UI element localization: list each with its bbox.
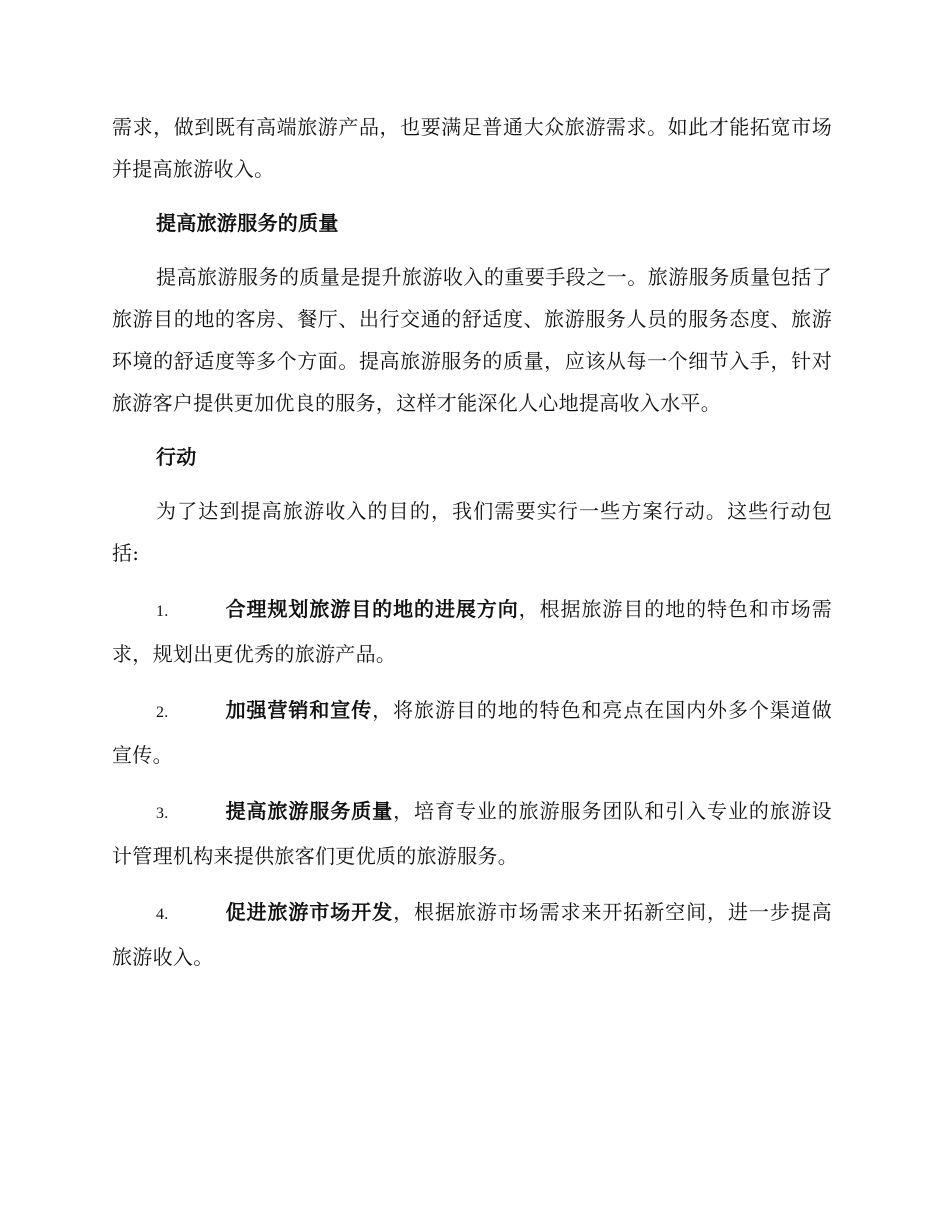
section-heading-action: 行动 [156, 445, 197, 469]
list-item [112, 588, 832, 675]
list-item [112, 790, 832, 877]
intro-paragraph: 需求，做到既有高端旅游产品，也要满足普通大众旅游需求。如此才能拓宽市场并提高旅游收入。 [112, 115, 832, 181]
list-item-title: 促进旅游市场开发 [225, 900, 394, 924]
service-quality-paragraph: 提高旅游服务的质量是提升旅游收入的重要手段之一。旅游服务质量包括了旅游目的地的客房、餐厅、出行交通的舒适度、旅游服务人员的服务态度、旅游环境的舒适度等多个方面。提高旅游服务的质量，应该从每一个细节入手，针对旅游客户提供更加优良的服务，这样才能深化人心地提高收入水平。 [112, 265, 832, 415]
list-item-text: ，根据旅游市场需求来开拓新空间，进一步提高旅游收入。 [112, 900, 832, 969]
list-item-title: 加强营销和宣传 [225, 698, 373, 722]
section-heading-service-quality: 提高旅游服务的质量 [156, 211, 339, 235]
list-item-title: 合理规划旅游目的地的进展方向 [225, 597, 519, 621]
list-item-text: ，根据旅游目的地的特色和市场需求，规划出更优秀的旅游产品。 [112, 597, 833, 666]
list-item-text: ，将旅游目的地的特色和亮点在国内外多个渠道做宣传。 [112, 698, 832, 767]
list-item-text: ，培育专业的旅游服务团队和引入专业的旅游设计管理机构来提供旅客们更优质的旅游服务。 [112, 799, 832, 868]
list-number: 2. [156, 704, 169, 721]
document-page [112, 106, 832, 978]
list-item [112, 891, 832, 978]
list-number: 4. [156, 906, 169, 923]
list-item-title: 提高旅游服务质量 [225, 799, 394, 823]
action-paragraph: 为了达到提高旅游收入的目的，我们需要实行一些方案行动。这些行动包括: [112, 499, 832, 565]
list-item [112, 689, 832, 776]
list-number: 1. [156, 603, 169, 620]
list-number: 3. [156, 805, 169, 822]
